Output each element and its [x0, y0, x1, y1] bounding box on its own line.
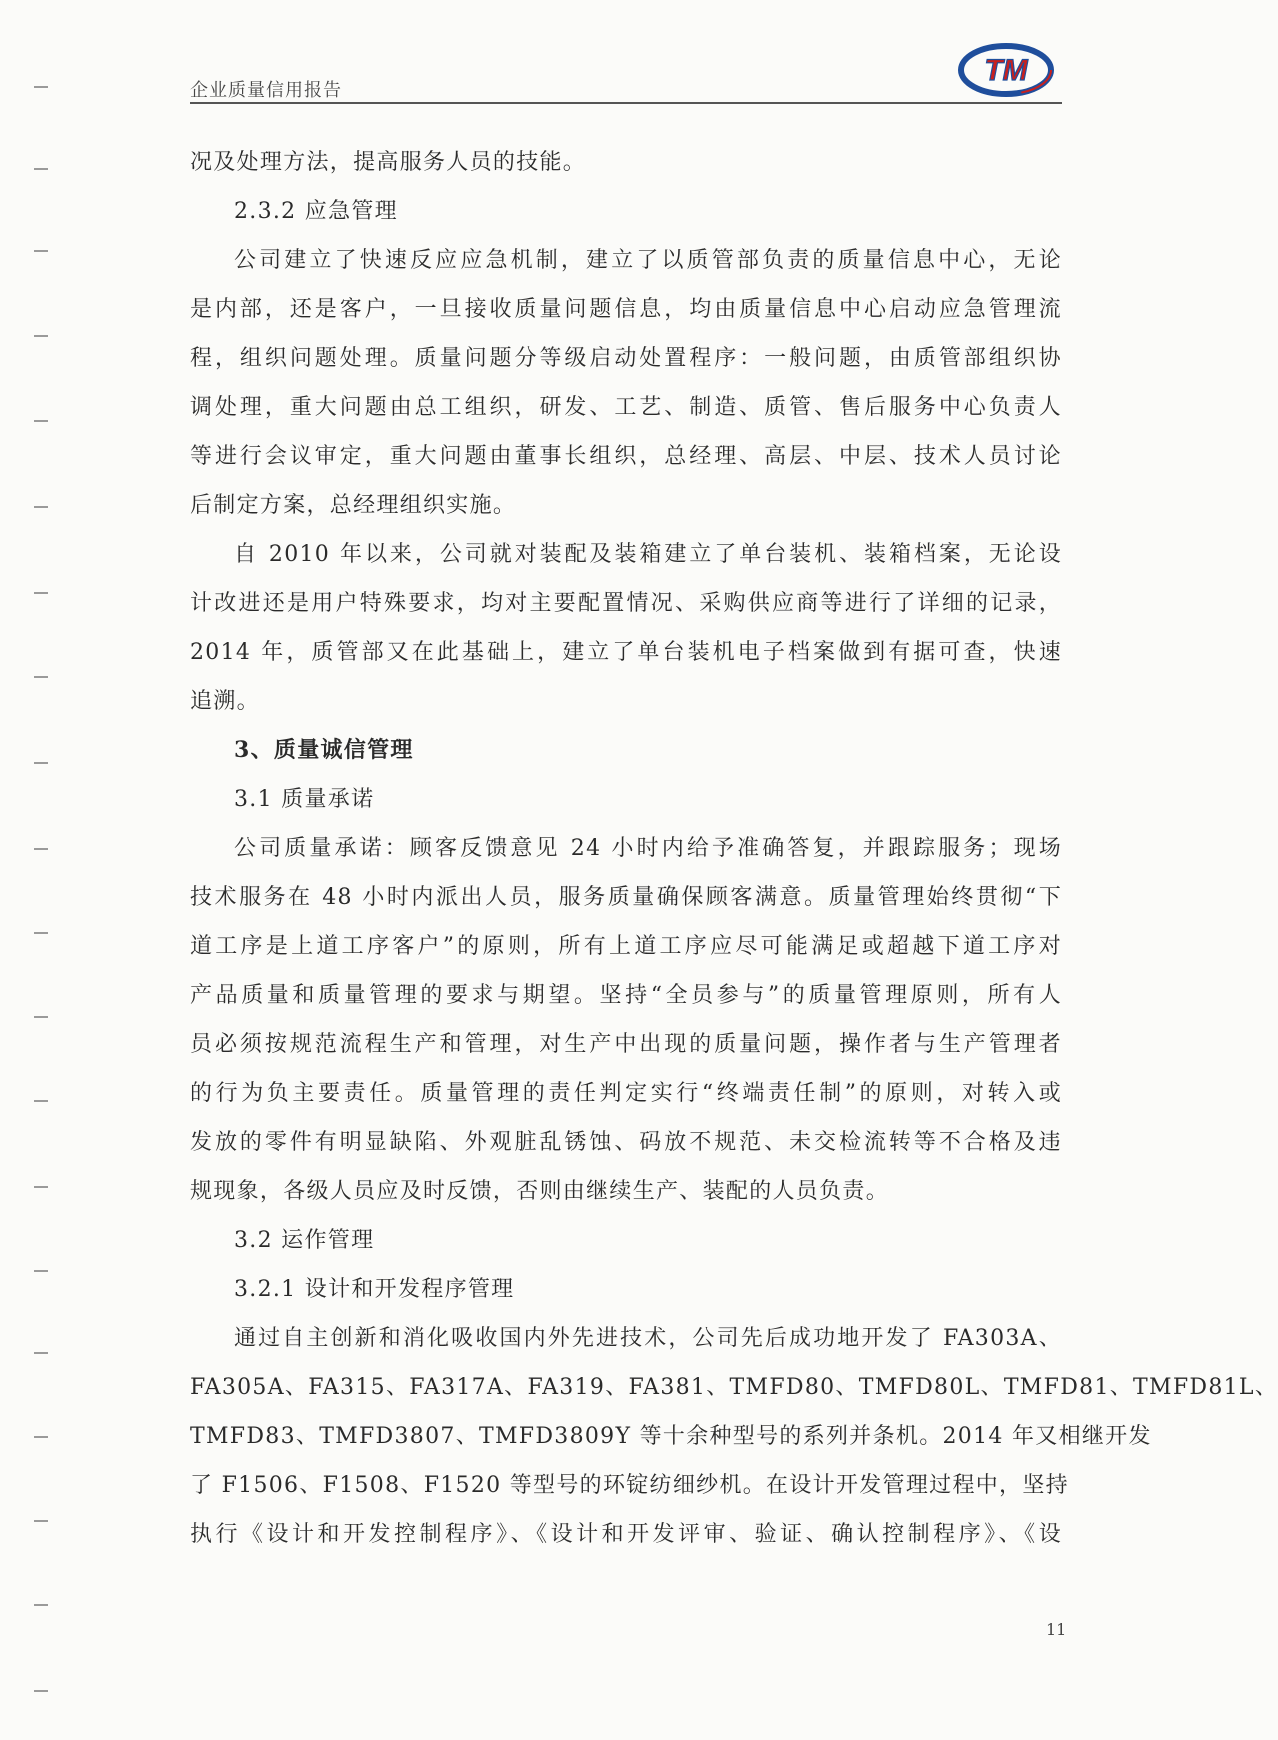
scan-mark: [34, 1270, 48, 1272]
section-heading-3-2-1: 3.2.1 设计和开发程序管理: [234, 1277, 515, 1302]
paragraph-emergency: [190, 236, 1062, 530]
body-line: 计改进还是用户特殊要求，均对主要配置情况、采购供应商等进行了详细的记录，: [190, 591, 1062, 616]
body-line: 调处理，重大问题由总工组织，研发、工艺、制造、质管、售后服务中心负责人: [190, 395, 1062, 420]
scan-mark: [34, 762, 48, 764]
scan-mark: [34, 168, 48, 170]
scan-mark: [34, 1186, 48, 1188]
scan-mark: [34, 1436, 48, 1438]
tm-logo-icon: [958, 40, 1054, 98]
body-line: 的行为负主要责任。质量管理的责任判定实行“终端责任制”的原则，对转入或: [190, 1081, 1062, 1106]
scan-mark: [34, 335, 48, 337]
body-line: 等进行会议审定，重大问题由董事长组织，总经理、高层、中层、技术人员讨论: [190, 444, 1062, 469]
section-heading-3: 3、质量诚信管理: [234, 737, 414, 763]
header-rule: [190, 102, 1062, 104]
section-heading-3-2: 3.2 运作管理: [234, 1228, 375, 1253]
scan-mark: [34, 1520, 48, 1522]
paragraph-commitment: [190, 824, 1062, 1216]
body-line: 执行《设计和开发控制程序》、《设计和开发评审、验证、确认控制程序》、《设: [190, 1522, 1062, 1547]
paragraph-archives: [190, 530, 1062, 726]
body-line: 是内部，还是客户，一旦接收质量问题信息，均由质量信息中心启动应急管理流: [190, 297, 1062, 322]
scan-mark: [34, 676, 48, 678]
scan-mark: [34, 250, 48, 252]
body-line: 通过自主创新和消化吸收国内外先进技术，公司先后成功地开发了 FA303A、: [234, 1326, 1062, 1351]
body-line: FA305A、FA315、FA317A、FA319、FA381、TMFD80、TMFD80L、TMFD81、TMFD81L、: [190, 1375, 1278, 1400]
body-line: 况及处理方法，提高服务人员的技能。: [190, 150, 587, 175]
body-line: 技术服务在 48 小时内派出人员，服务质量确保顾客满意。质量管理始终贯彻“下: [190, 885, 1062, 910]
body-line: 规现象，各级人员应及时反馈，否则由继续生产、装配的人员负责。: [190, 1179, 890, 1204]
scan-mark: [34, 1690, 48, 1692]
body-line: 自 2010 年以来，公司就对装配及装箱建立了单台装机、装箱档案，无论设: [234, 542, 1062, 567]
body-line: 产品质量和质量管理的要求与期望。坚持“全员参与”的质量管理原则，所有人: [190, 983, 1062, 1008]
scan-mark: [34, 1100, 48, 1102]
body-line: 公司质量承诺：顾客反馈意见 24 小时内给予准确答复，并跟踪服务；现场: [234, 836, 1062, 861]
body-line: 后制定方案，总经理组织实施。: [190, 493, 517, 518]
page-number: 11: [1046, 1620, 1067, 1639]
paragraph-design: [190, 1314, 1278, 1559]
section-heading-3-1: 3.1 质量承诺: [234, 787, 375, 812]
section-heading-2-3-2: 2.3.2 应急管理: [234, 199, 398, 224]
body-line: 2014 年，质管部又在此基础上，建立了单台装机电子档案做到有据可查，快速: [190, 640, 1062, 665]
body-line: 公司建立了快速反应应急机制，建立了以质管部负责的质量信息中心，无论: [234, 248, 1062, 273]
scan-mark: [34, 932, 48, 934]
scan-mark: [34, 848, 48, 850]
scan-mark: [34, 86, 48, 88]
body-line: 道工序是上道工序客户”的原则，所有上道工序应尽可能满足或超越下道工序对: [190, 934, 1062, 959]
body-line: TMFD83、TMFD3807、TMFD3809Y 等十余种型号的系列并条机。2014 年又相继开发: [190, 1424, 1152, 1449]
scan-mark: [34, 1016, 48, 1018]
body-line: 了 F1506、F1508、F1520 等型号的环锭纺细纱机。在设计开发管理过程中，坚持: [190, 1473, 1069, 1498]
body-line: 发放的零件有明显缺陷、外观脏乱锈蚀、码放不规范、未交检流转等不合格及违: [190, 1130, 1062, 1155]
body-line: 程，组织问题处理。质量问题分等级启动处置程序：一般问题，由质管部组织协: [190, 346, 1062, 371]
document-body: [190, 138, 1278, 1559]
svg-text:TM: TM: [984, 54, 1028, 87]
scan-mark: [34, 592, 48, 594]
body-line: 追溯。: [190, 689, 260, 714]
scan-mark: [34, 420, 48, 422]
header-title: 企业质量信用报告: [190, 80, 342, 101]
scan-mark: [34, 506, 48, 508]
page-header: [190, 40, 1062, 104]
scan-mark: [34, 1604, 48, 1606]
body-line: 员必须按规范流程生产和管理，对生产中出现的质量问题，操作者与生产管理者: [190, 1032, 1062, 1057]
scan-mark: [34, 1352, 48, 1354]
